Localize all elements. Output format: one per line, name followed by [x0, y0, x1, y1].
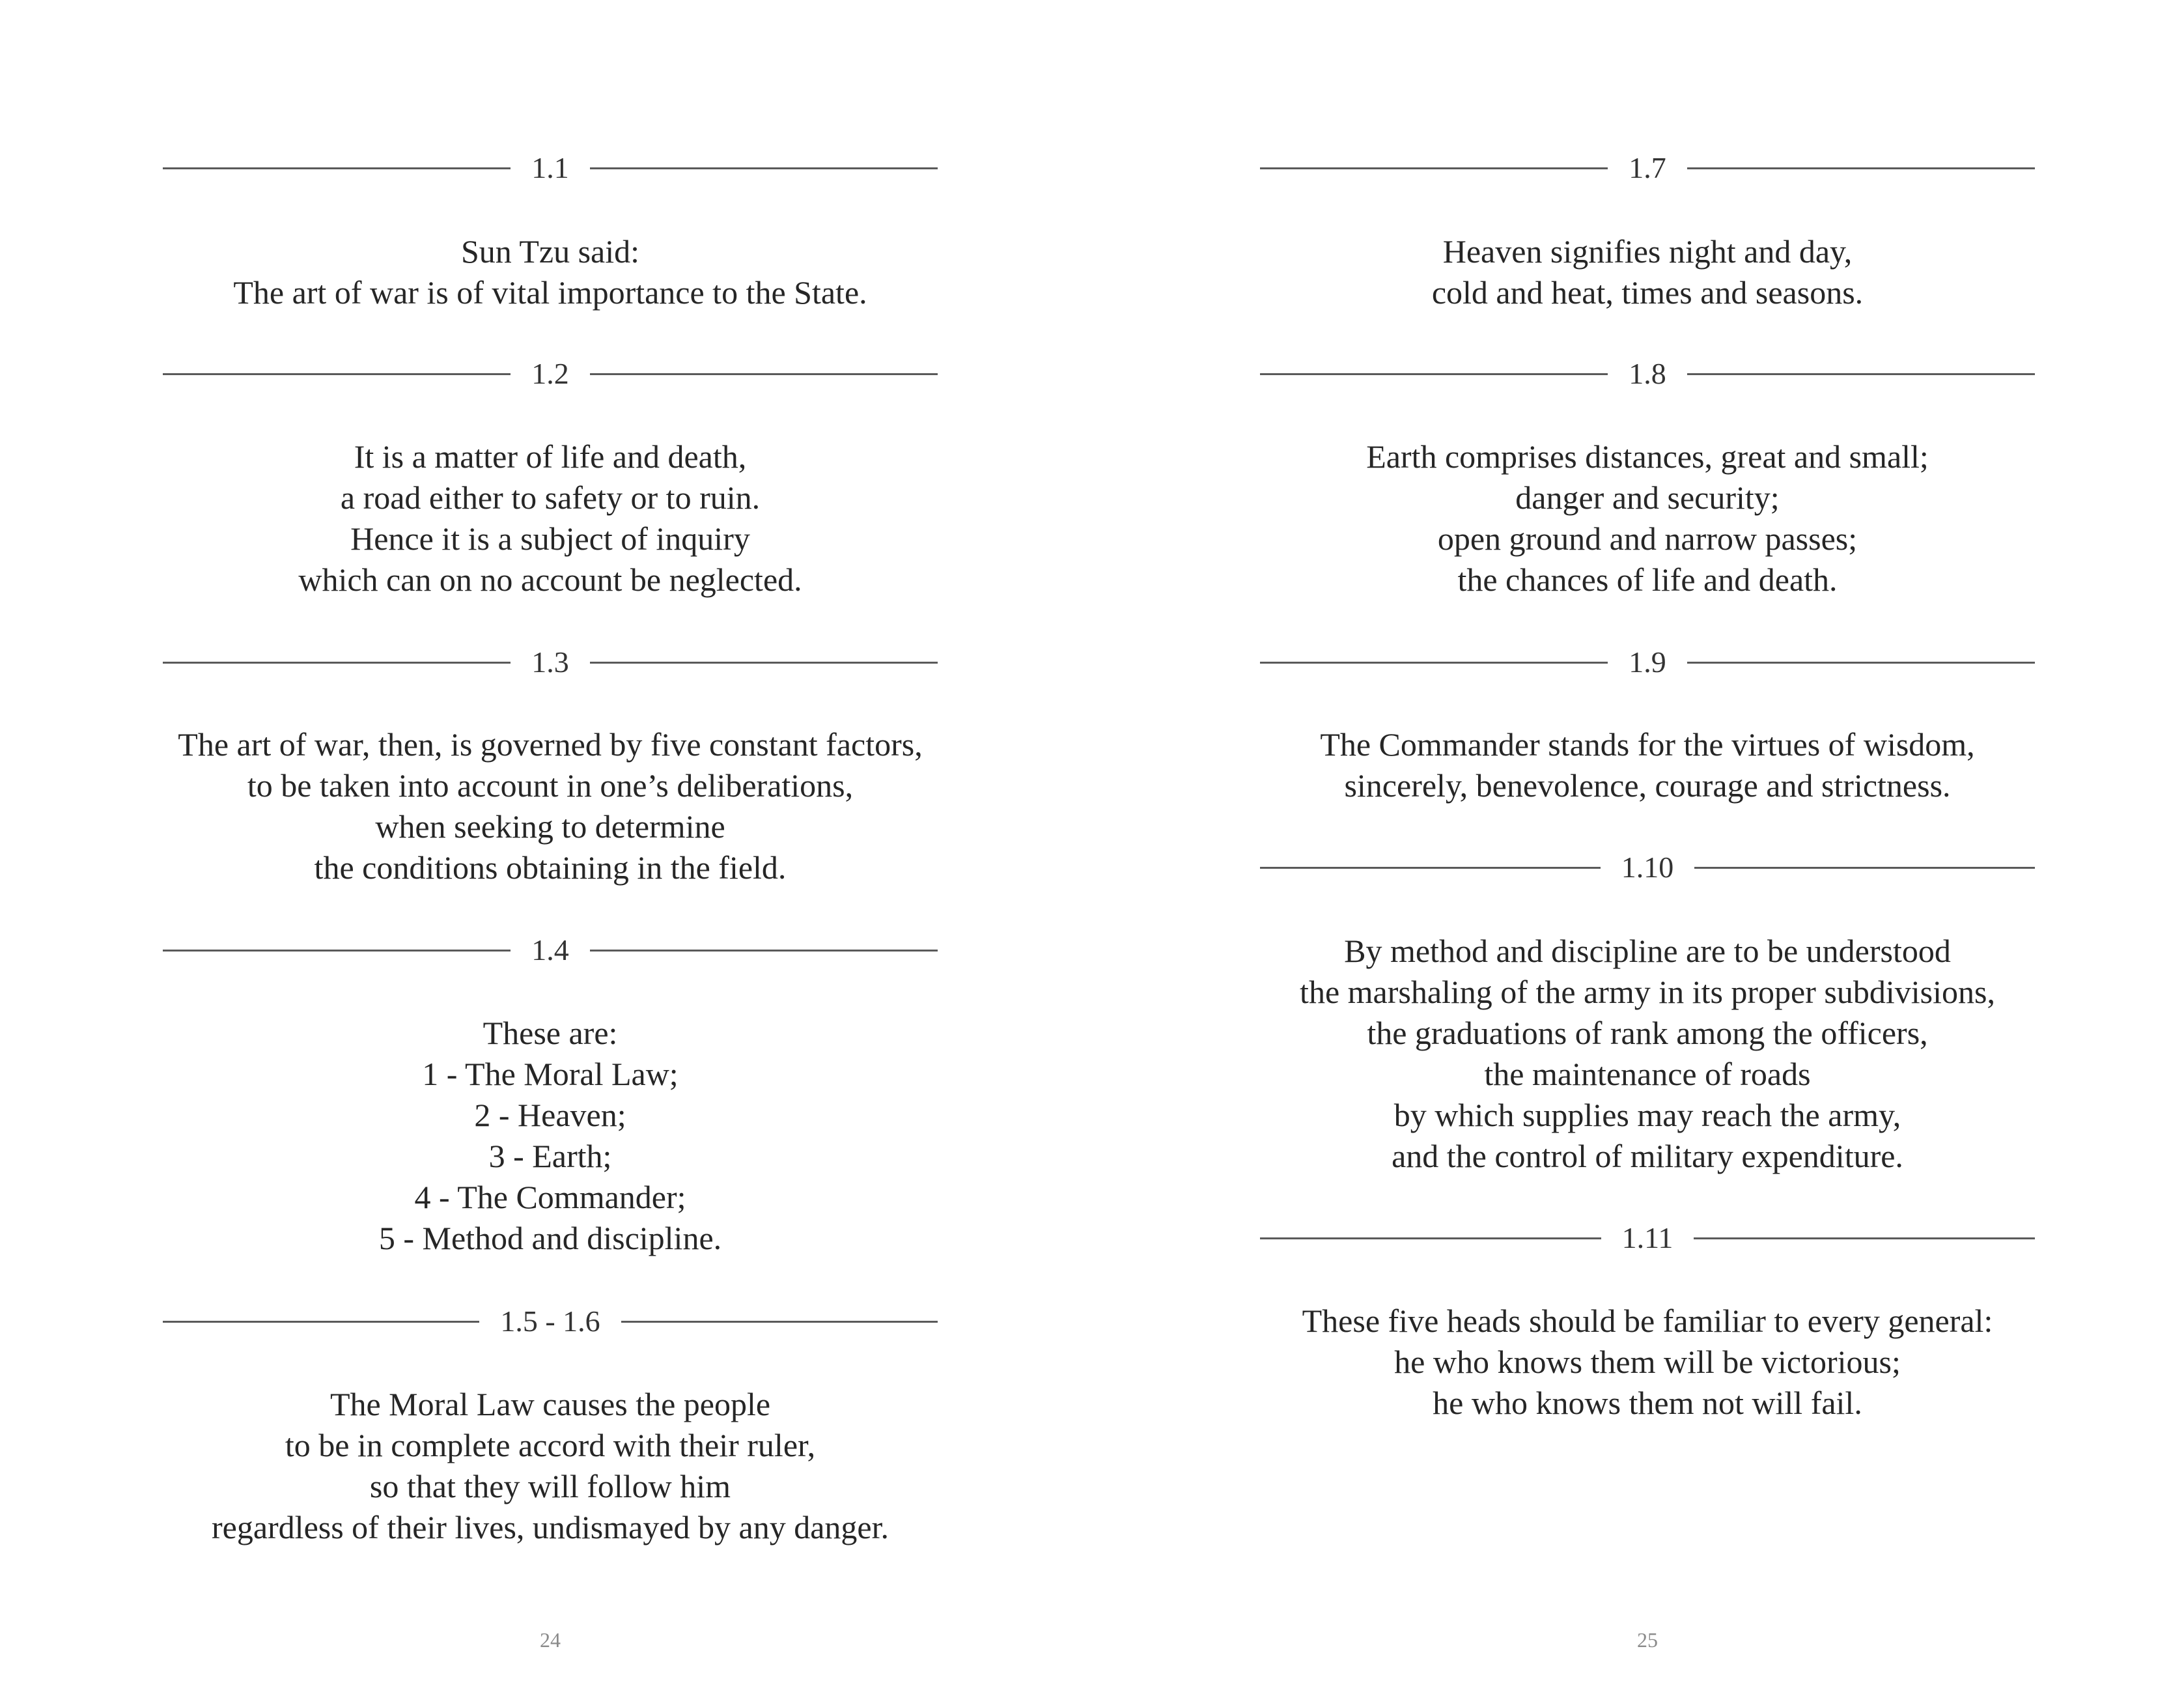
divider-rule: [1260, 867, 1601, 869]
section-number: 1.3: [531, 645, 569, 679]
verse-line: cold and heat, times and seasons.: [1431, 274, 1864, 311]
section-divider: [1260, 1219, 2035, 1258]
verse-block: [1260, 931, 2035, 1177]
verse-line: Earth comprises distances, great and small;: [1366, 438, 1929, 475]
verse-line: to be taken into account in one’s deliberations,: [247, 767, 854, 804]
verse-line: when seeking to determine: [375, 808, 725, 845]
verse-block: [163, 1013, 938, 1259]
divider-rule: [1687, 167, 2035, 169]
section-divider: [1260, 354, 2035, 393]
section-divider: [163, 1302, 938, 1341]
verse-line: by which supplies may reach the army,: [1393, 1097, 1901, 1133]
section-divider: [1260, 148, 2035, 188]
divider-rule: [590, 662, 938, 664]
section-number: 1.5 - 1.6: [500, 1304, 600, 1338]
verse-block: [1260, 231, 2035, 313]
page-number: 24: [540, 1628, 561, 1652]
verse-line: 4 - The Commander;: [414, 1179, 686, 1215]
right-page: [1260, 0, 2035, 1692]
section-number: 1.1: [531, 151, 569, 184]
divider-rule: [1260, 373, 1608, 375]
section-divider: [163, 148, 938, 188]
divider-rule: [1687, 662, 2035, 664]
section-divider: [163, 354, 938, 393]
verse-line: These are:: [483, 1015, 618, 1051]
section-number: 1.2: [531, 357, 569, 390]
section-number: 1.10: [1621, 851, 1674, 884]
verse-line: Heaven signifies night and day,: [1442, 233, 1853, 270]
verse-line: 5 - Method and discipline.: [378, 1220, 722, 1256]
section-divider: [1260, 848, 2035, 887]
divider-rule: [590, 167, 938, 169]
verse-line: 1 - The Moral Law;: [422, 1056, 679, 1092]
verse-line: the maintenance of roads: [1484, 1056, 1811, 1092]
verse-block: [1260, 436, 2035, 600]
divider-rule: [163, 373, 511, 375]
verse-line: to be in complete accord with their ruler,: [285, 1427, 816, 1463]
verse-line: which can on no account be neglected.: [298, 561, 802, 598]
section-number: 1.4: [531, 933, 569, 966]
divider-rule: [1694, 867, 2035, 869]
divider-rule: [163, 167, 511, 169]
verse-line: The art of war is of vital importance to the State.: [233, 274, 867, 311]
verse-line: 3 - Earth;: [488, 1138, 612, 1174]
verse-line: so that they will follow him: [369, 1468, 731, 1504]
divider-rule: [163, 662, 511, 664]
verse-line: regardless of their lives, undismayed by any danger.: [212, 1509, 889, 1545]
verse-line: the chances of life and death.: [1457, 561, 1838, 598]
section-number: 1.8: [1629, 357, 1666, 390]
verse-line: the conditions obtaining in the field.: [314, 849, 787, 886]
verse-line: a road either to safety or to ruin.: [340, 479, 761, 516]
verse-line: 2 - Heaven;: [474, 1097, 626, 1133]
divider-rule: [1687, 373, 2035, 375]
verse-line: Sun Tzu said:: [460, 233, 640, 270]
verse-line: By method and discipline are to be understood: [1344, 933, 1951, 969]
left-page: [163, 0, 938, 1692]
divider-rule: [1694, 1237, 2035, 1239]
verse-line: These five heads should be familiar to every general:: [1302, 1303, 1993, 1339]
verse-line: the marshaling of the army in its proper subdivisions,: [1300, 974, 1995, 1010]
verse-block: [1260, 1301, 2035, 1424]
section-number: 1.9: [1629, 645, 1666, 679]
divider-rule: [1260, 662, 1608, 664]
divider-rule: [163, 1321, 479, 1323]
verse-line: he who knows them not will fail.: [1433, 1385, 1862, 1421]
section-number: 1.11: [1621, 1221, 1673, 1254]
verse-line: and the control of military expenditure.: [1392, 1138, 1903, 1174]
verse-line: sincerely, benevolence, courage and strictness.: [1344, 767, 1951, 804]
section-divider: [163, 931, 938, 970]
section-divider: [163, 643, 938, 682]
divider-rule: [1260, 1237, 1601, 1239]
verse-line: The Commander stands for the virtues of wisdom,: [1320, 726, 1975, 763]
divider-rule: [590, 373, 938, 375]
verse-line: the graduations of rank among the officers,: [1367, 1015, 1928, 1051]
verse-line: danger and security;: [1515, 479, 1780, 516]
divider-rule: [163, 950, 511, 952]
divider-rule: [621, 1321, 938, 1323]
verse-line: The art of war, then, is governed by five constant factors,: [178, 726, 923, 763]
verse-block: [163, 231, 938, 313]
verse-line: The Moral Law causes the people: [329, 1386, 771, 1422]
verse-line: he who knows them will be victorious;: [1394, 1344, 1901, 1380]
verse-line: It is a matter of life and death,: [354, 438, 747, 475]
section-divider: [1260, 643, 2035, 682]
verse-line: Hence it is a subject of inquiry: [350, 520, 750, 557]
verse-block: [163, 436, 938, 600]
divider-rule: [1260, 167, 1608, 169]
verse-block: [163, 1384, 938, 1548]
divider-rule: [590, 950, 938, 952]
verse-block: [163, 724, 938, 888]
page-number: 25: [1637, 1628, 1658, 1652]
section-number: 1.7: [1629, 151, 1666, 184]
verse-block: [1260, 724, 2035, 806]
verse-line: open ground and narrow passes;: [1437, 520, 1858, 557]
